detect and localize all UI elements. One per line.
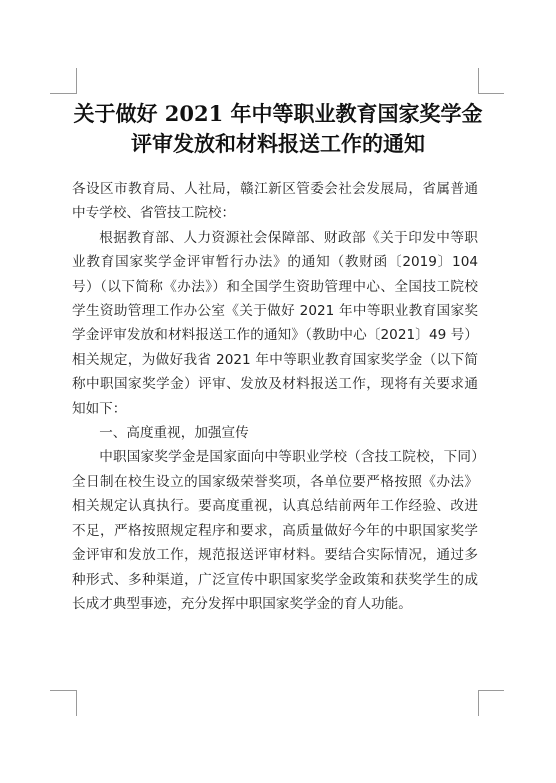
crop-mark-bottom-left-vertical	[76, 690, 77, 716]
crop-mark-top-left-vertical	[76, 68, 77, 94]
document-title-line-1: 关于做好 2021 年中等职业教育国家奖学金	[73, 101, 483, 126]
crop-mark-bottom-right-vertical	[478, 690, 479, 716]
crop-mark-bottom-left-horizontal	[50, 690, 76, 691]
document-title	[60, 99, 496, 159]
section-heading-1: 一、高度重视，加强宣传	[99, 425, 249, 442]
addressee-paragraph: 各设区市教育局、人社局，赣江新区管委会社会发展局，省属普通中专学校、省管技工院校：	[72, 181, 478, 222]
crop-mark-bottom-right-horizontal	[478, 690, 504, 691]
document-title-line-2: 评审发放和材料报送工作的通知	[131, 131, 425, 156]
section-1-paragraph: 中职国家奖学金是国家面向中等职业学校（含技工院校，下同）全日制在校生设立的国家级荣誉奖项，各单位要严格按照《办法》相关规定认真执行。要高度重视，认真总结前两年工作经验、改进不足，严格按照规定程序和要求，高质量做好今年的中职国家奖学金评审和发放工作，规范报送评审材料。要结合实际情况，通过多种形式、多种渠道，广泛宣传中职国家奖学金政策和获奖学生的成长成才典型事迹，充分发挥中职国家奖学金的育人功能。	[72, 449, 478, 612]
crop-mark-top-left-horizontal	[50, 93, 76, 94]
crop-mark-top-right-vertical	[478, 68, 479, 94]
intro-paragraph: 根据教育部、人力资源社会保障部、财政部《关于印发中等职业教育国家奖学金评审暂行办法》的通知（教财函〔2019〕104 号）（以下简称《办法》）和全国学生资助管理中心、全国技工院校学生资助管理工作办公室《关于做好 2021 年中等职业教育国家奖学金评审发放和材料报送工作的通知》（教助中心〔2021〕49 号）相关规定，为做好我省 2021 年中等职业教育国家奖学金（以下简称中职国家奖学金）评审、发放及材料报送工作，现将有关要求通知如下：	[72, 229, 478, 417]
document-body	[72, 177, 478, 616]
crop-mark-top-right-horizontal	[478, 93, 504, 94]
